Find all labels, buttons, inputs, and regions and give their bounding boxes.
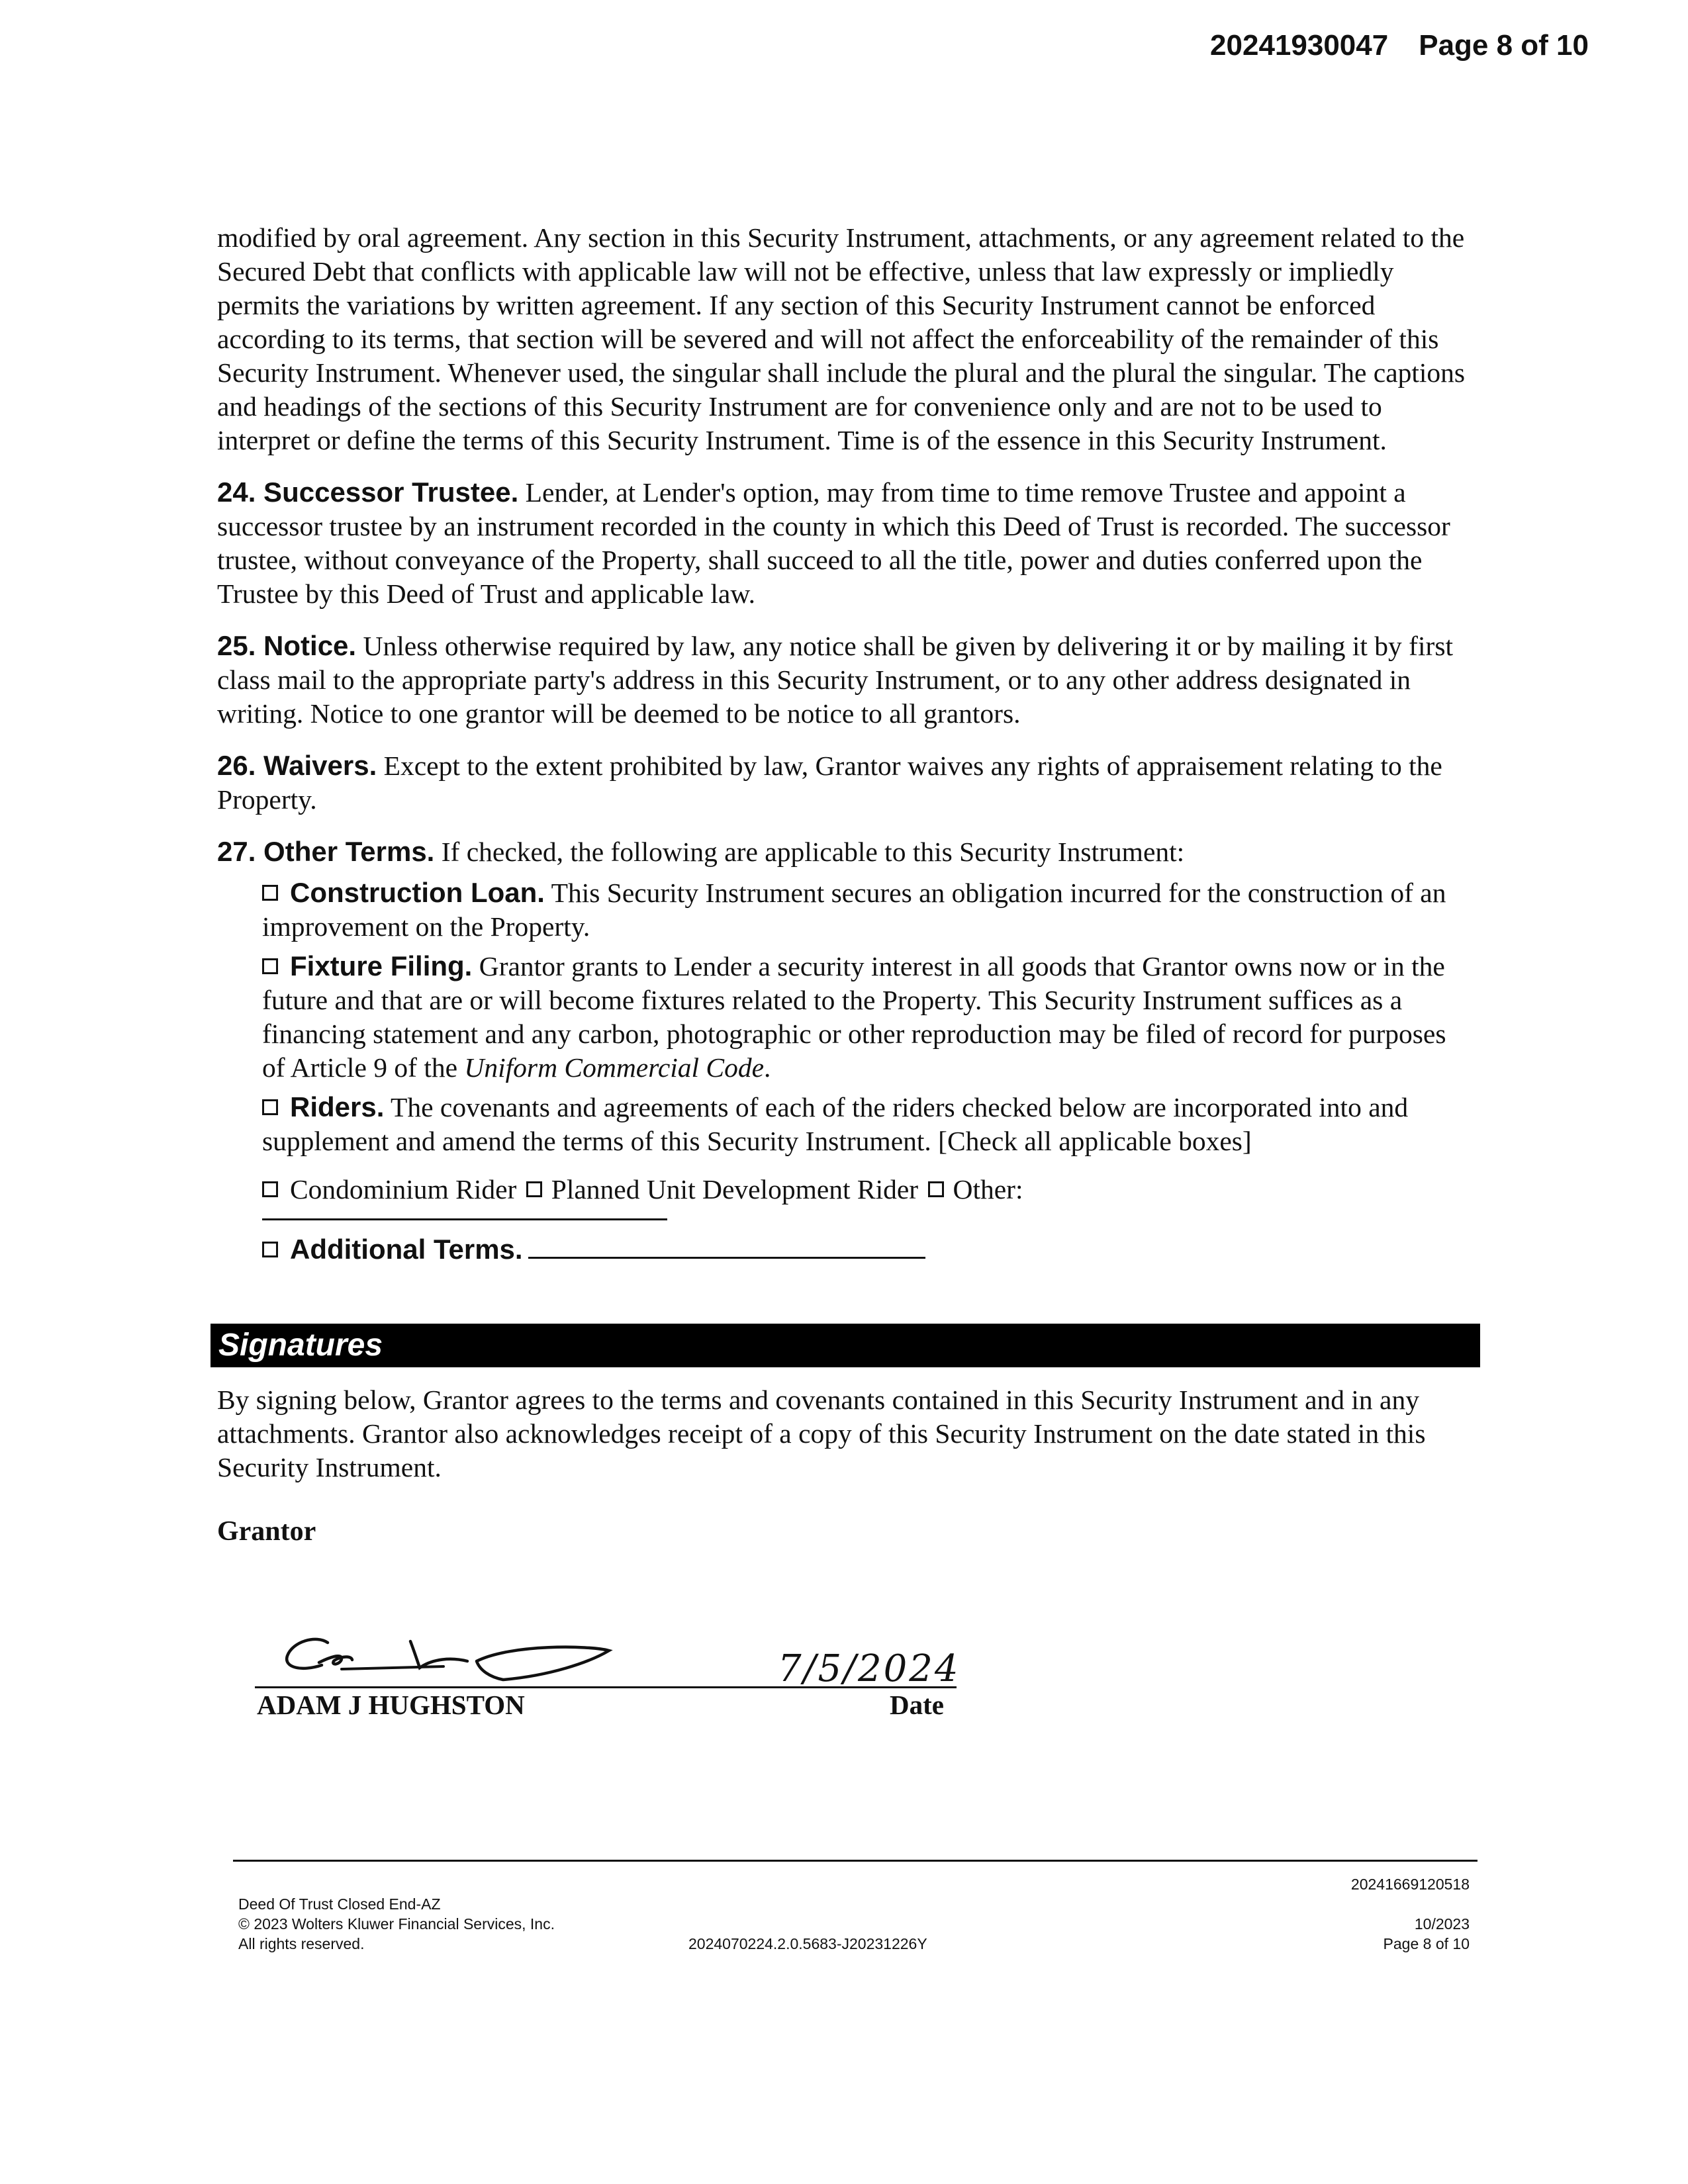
footer-center-code: 2024070224.2.0.5683-J20231226Y — [688, 1935, 927, 1952]
additional-terms-label: Additional Terms. — [290, 1234, 523, 1265]
grantor-label: Grantor — [217, 1516, 316, 1547]
section-24 — [217, 475, 1475, 611]
condominium-rider-label: Condominium Rider — [290, 1174, 517, 1205]
additional-terms-blank-line[interactable] — [528, 1257, 925, 1259]
condominium-rider-checkbox[interactable] — [262, 1181, 278, 1197]
section-27 — [217, 835, 1475, 869]
option-text: The covenants and agreements of each of the riders checked below are incorporated into and supplement and amend the terms of this Security Instrument. [Check all applicable boxes] — [262, 1092, 1409, 1156]
footer-left — [238, 1894, 555, 1954]
section-heading: 25. Notice. — [217, 630, 357, 661]
option-heading: Construction Loan. — [290, 877, 545, 908]
option-text-end: . — [764, 1052, 771, 1083]
pud-rider-label: Planned Unit Development Rider — [551, 1174, 919, 1205]
section-text: Except to the extent prohibited by law, Grantor waives any rights of appraisement relating to the Property. — [217, 751, 1442, 815]
signer-name: ADAM J HUGHSTON — [257, 1690, 525, 1720]
footer-right — [1351, 1874, 1470, 1954]
pud-rider-checkbox[interactable] — [526, 1181, 542, 1197]
handwritten-date-text: 7/5/2024 — [778, 1647, 961, 1690]
header-page-label: Page 8 of 10 — [1419, 29, 1589, 62]
document-body — [217, 221, 1475, 1267]
other-rider-label: Other: — [953, 1174, 1023, 1205]
footer-rule — [233, 1860, 1477, 1862]
footer-right-code: 20241669120518 — [1350, 1876, 1470, 1893]
section-heading: 24. Successor Trustee. — [217, 477, 519, 508]
fixture-filing-option — [262, 949, 1475, 1085]
section-text: If checked, the following are applicable to this Security Instrument: — [434, 837, 1185, 867]
signatures-section-bar: Signatures — [211, 1324, 1480, 1367]
option-text: Grantor grants to Lender a security interest in all goods that Grantor owns now or in the future and that are or will become fixtures related to the Property. This Security Instrument suffices as a financing statement and any carbon, photographic or other reproduction may be filed of record for purposes of Article 9 of the — [262, 951, 1446, 1083]
document-number: 20241930047 — [1210, 29, 1389, 62]
signature-line — [255, 1686, 957, 1688]
additional-terms-option — [262, 1232, 1475, 1267]
footer-spacer — [1351, 1894, 1470, 1914]
form-revision: 10/2023 — [1414, 1915, 1470, 1933]
ucc-title: Uniform Commercial Code — [464, 1052, 765, 1083]
copyright: © 2023 Wolters Kluwer Financial Services, Inc. — [238, 1915, 555, 1933]
rights-reserved: All rights reserved. — [238, 1935, 365, 1952]
document-header — [1210, 29, 1589, 62]
rider-options — [262, 1173, 1475, 1206]
intro-paragraph: modified by oral agreement. Any section in this Security Instrument, attachments, or any agreement related to the Secured Debt that conflicts with applicable law will not be effective, unless that law expressly or impliedly permits the variations by written agreement. If any section of this Security Instrument cannot be enforced according to its terms, that section will be severed and will not affect the enforceability of the remainder of this Security Instrument. Whenever used, the singular shall include the plural and the plural the singular. The captions and headings of the sections of this Security Instrument are for convenience only and are not to be used to interpret or define the terms of this Security Instrument. Time is of the essence in this Security Instrument. — [217, 222, 1466, 455]
fixture-filing-checkbox[interactable] — [262, 958, 278, 974]
section-text: Lender, at Lender's option, may from time to time remove Trustee and appoint a successor trustee by an instrument recorded in the county in which this Deed of Trust is recorded. The successor trustee, without conveyance of the Property, shall succeed to all the title, power and duties conferred upon the Trustee by this Deed of Trust and applicable law. — [217, 477, 1450, 609]
footer-page-label: Page 8 of 10 — [1383, 1935, 1470, 1952]
section-26 — [217, 749, 1475, 817]
construction-loan-checkbox[interactable] — [262, 885, 278, 901]
section-heading: 27. Other Terms. — [217, 836, 435, 867]
date-label: Date — [890, 1690, 944, 1720]
option-text: This Security Instrument secures an obligation incurred for the construction of an improvement on the Property. — [262, 878, 1446, 942]
section-25 — [217, 629, 1475, 731]
handwritten-signature — [278, 1628, 622, 1688]
construction-loan-option — [262, 876, 1475, 944]
additional-terms-checkbox[interactable] — [262, 1242, 278, 1257]
signatures-paragraph: By signing below, Grantor agrees to the terms and covenants contained in this Security Instrument and in any attachments. Grantor also acknowledges receipt of a copy of this Security Instrument on the date stated in this Security Instrument. — [217, 1385, 1426, 1482]
other-rider-checkbox[interactable] — [928, 1181, 944, 1197]
form-name: Deed Of Trust Closed End-AZ — [238, 1895, 441, 1913]
section-text: Unless otherwise required by law, any notice shall be given by delivering it or by mailing it by first class mail to the appropriate party's address in this Security Instrument, or to any other address designated in writing. Notice to one grantor will be deemed to be notice to all grantors. — [217, 631, 1454, 729]
riders-option — [262, 1090, 1475, 1158]
option-heading: Fixture Filing. — [290, 950, 473, 981]
riders-checkbox[interactable] — [262, 1099, 278, 1115]
other-rider-blank-line[interactable] — [262, 1218, 667, 1220]
section-heading: 26. Waivers. — [217, 750, 377, 781]
option-heading: Riders. — [290, 1091, 385, 1122]
